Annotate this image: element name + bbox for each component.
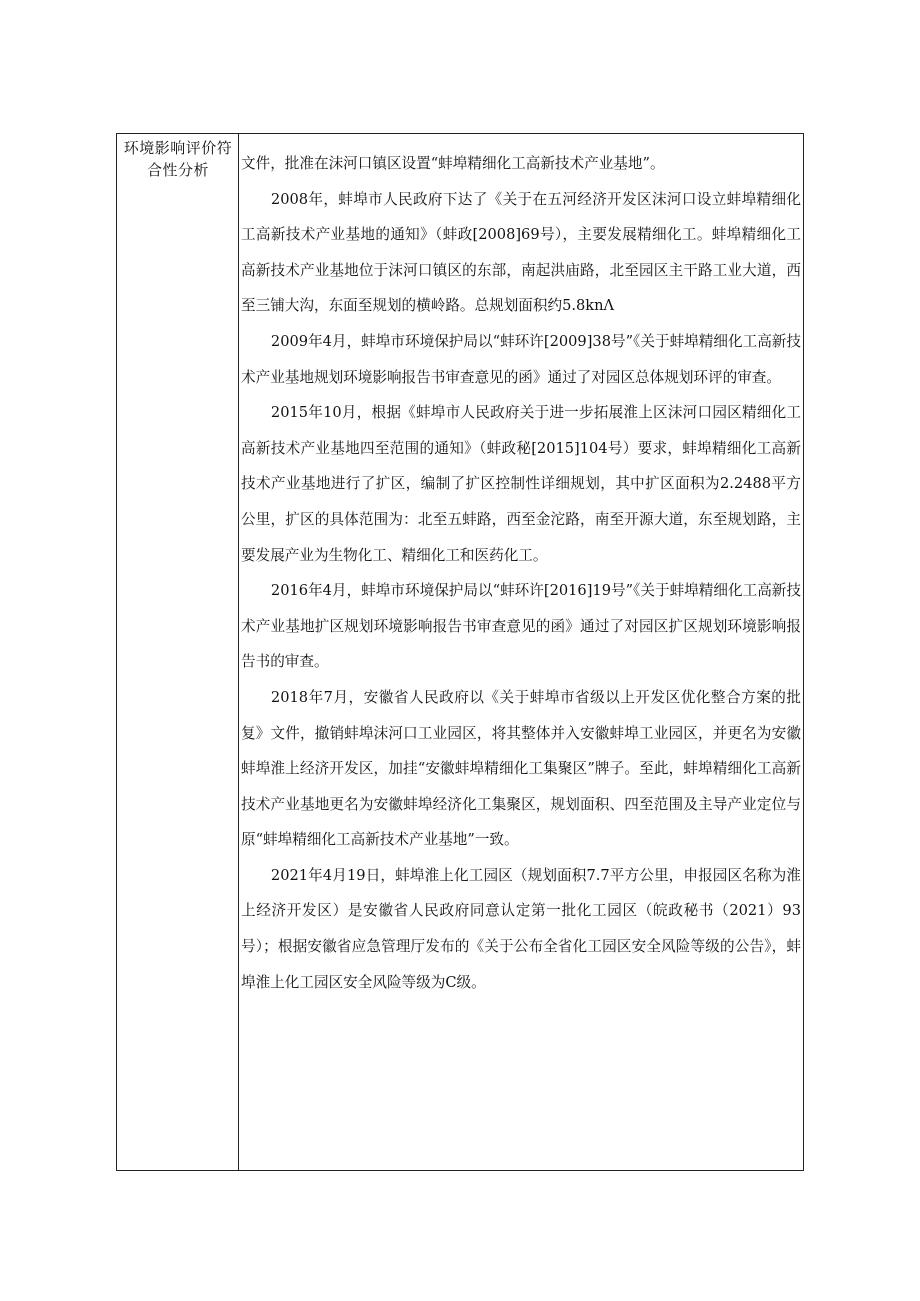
paragraph-2008: 2008年，蚌埠市人民政府下达了《关于在五河经济开发区沫河口设立蚌埠精细化工高新技术产业基地的通知》（蚌政[2008]69号），主要发展精细化工。蚌埠精细化工高新技术产业基地位于沫河口镇区的东部，南起洪庙路，北至园区主干路工业大道，西至三铺大沟，东面至规划的横岭路。总规划面积约5.8knΛ [241, 190, 801, 315]
paragraph-2009: 2009年4月，蚌埠市环境保护局以“蚌环许[2009]38号”《关于蚌埠精细化工高新技术产业基地规划环境影响报告书审查意见的函》通过了对园区总体规划环评的审查。 [241, 332, 801, 386]
paragraph-2016: 2016年4月，蚌埠市环境保护局以“蚌环许[2016]19号”《关于蚌埠精细化工高新技术产业基地扩区规划环境影响报告书审查意见的函》通过了对园区扩区规划环境影响报告书的审查。 [241, 582, 801, 671]
assessment-table [116, 133, 804, 1171]
row-label-cell [117, 134, 239, 1170]
paragraph-2021: 2021年4月19日，蚌埠淮上化工园区（规划面积7.7平方公里，申报园区名称为淮上经济开发区）是安徽省人民政府同意认定第一批化工园区（皖政秘书（2021）93号）；根据安徽省应急管理厅发布的《关于公布全省化工园区安全风险等级的公告》，蚌埠淮上化工园区安全风险等级为C级。 [241, 866, 801, 991]
paragraph-2018: 2018年7月，安徽省人民政府以《关于蚌埠市省级以上开发区优化整合方案的批复》文件，撤销蚌埠沫河口工业园区，将其整体并入安徽蚌埠工业园区，并更名为安徽蚌埠淮上经济开发区，加挂“安徽蚌埠精细化工集聚区”牌子。至此，蚌埠精细化工高新技术产业基地更名为安徽蚌埠经济化工集聚区，规划面积、四至范围及主导产业定位与原“蚌埠精细化工高新技术产业基地”一致。 [241, 688, 801, 849]
paragraph-2015: 2015年10月，根据《蚌埠市人民政府关于进一步拓展淮上区沫河口园区精细化工高新技术产业基地四至范围的通知》（蚌政秘[2015]104号）要求，蚌埠精细化工高新技术产业基地进行了扩区，编制了扩区控制性详细规划，其中扩区面积为2.2488平方公里，扩区的具体范围为：北至五蚌路，西至金沱路，南至开源大道，东至规划路，主要发展产业为生物化工、精细化工和医药化工。 [241, 404, 801, 564]
analysis-content-cell [239, 134, 803, 1170]
paragraph-continuation: 文件，批准在沫河口镇区设置“蚌埠精细化工高新技术产业基地”。 [241, 155, 665, 172]
row-label: 环境影响评价符合性分析 [123, 139, 233, 179]
